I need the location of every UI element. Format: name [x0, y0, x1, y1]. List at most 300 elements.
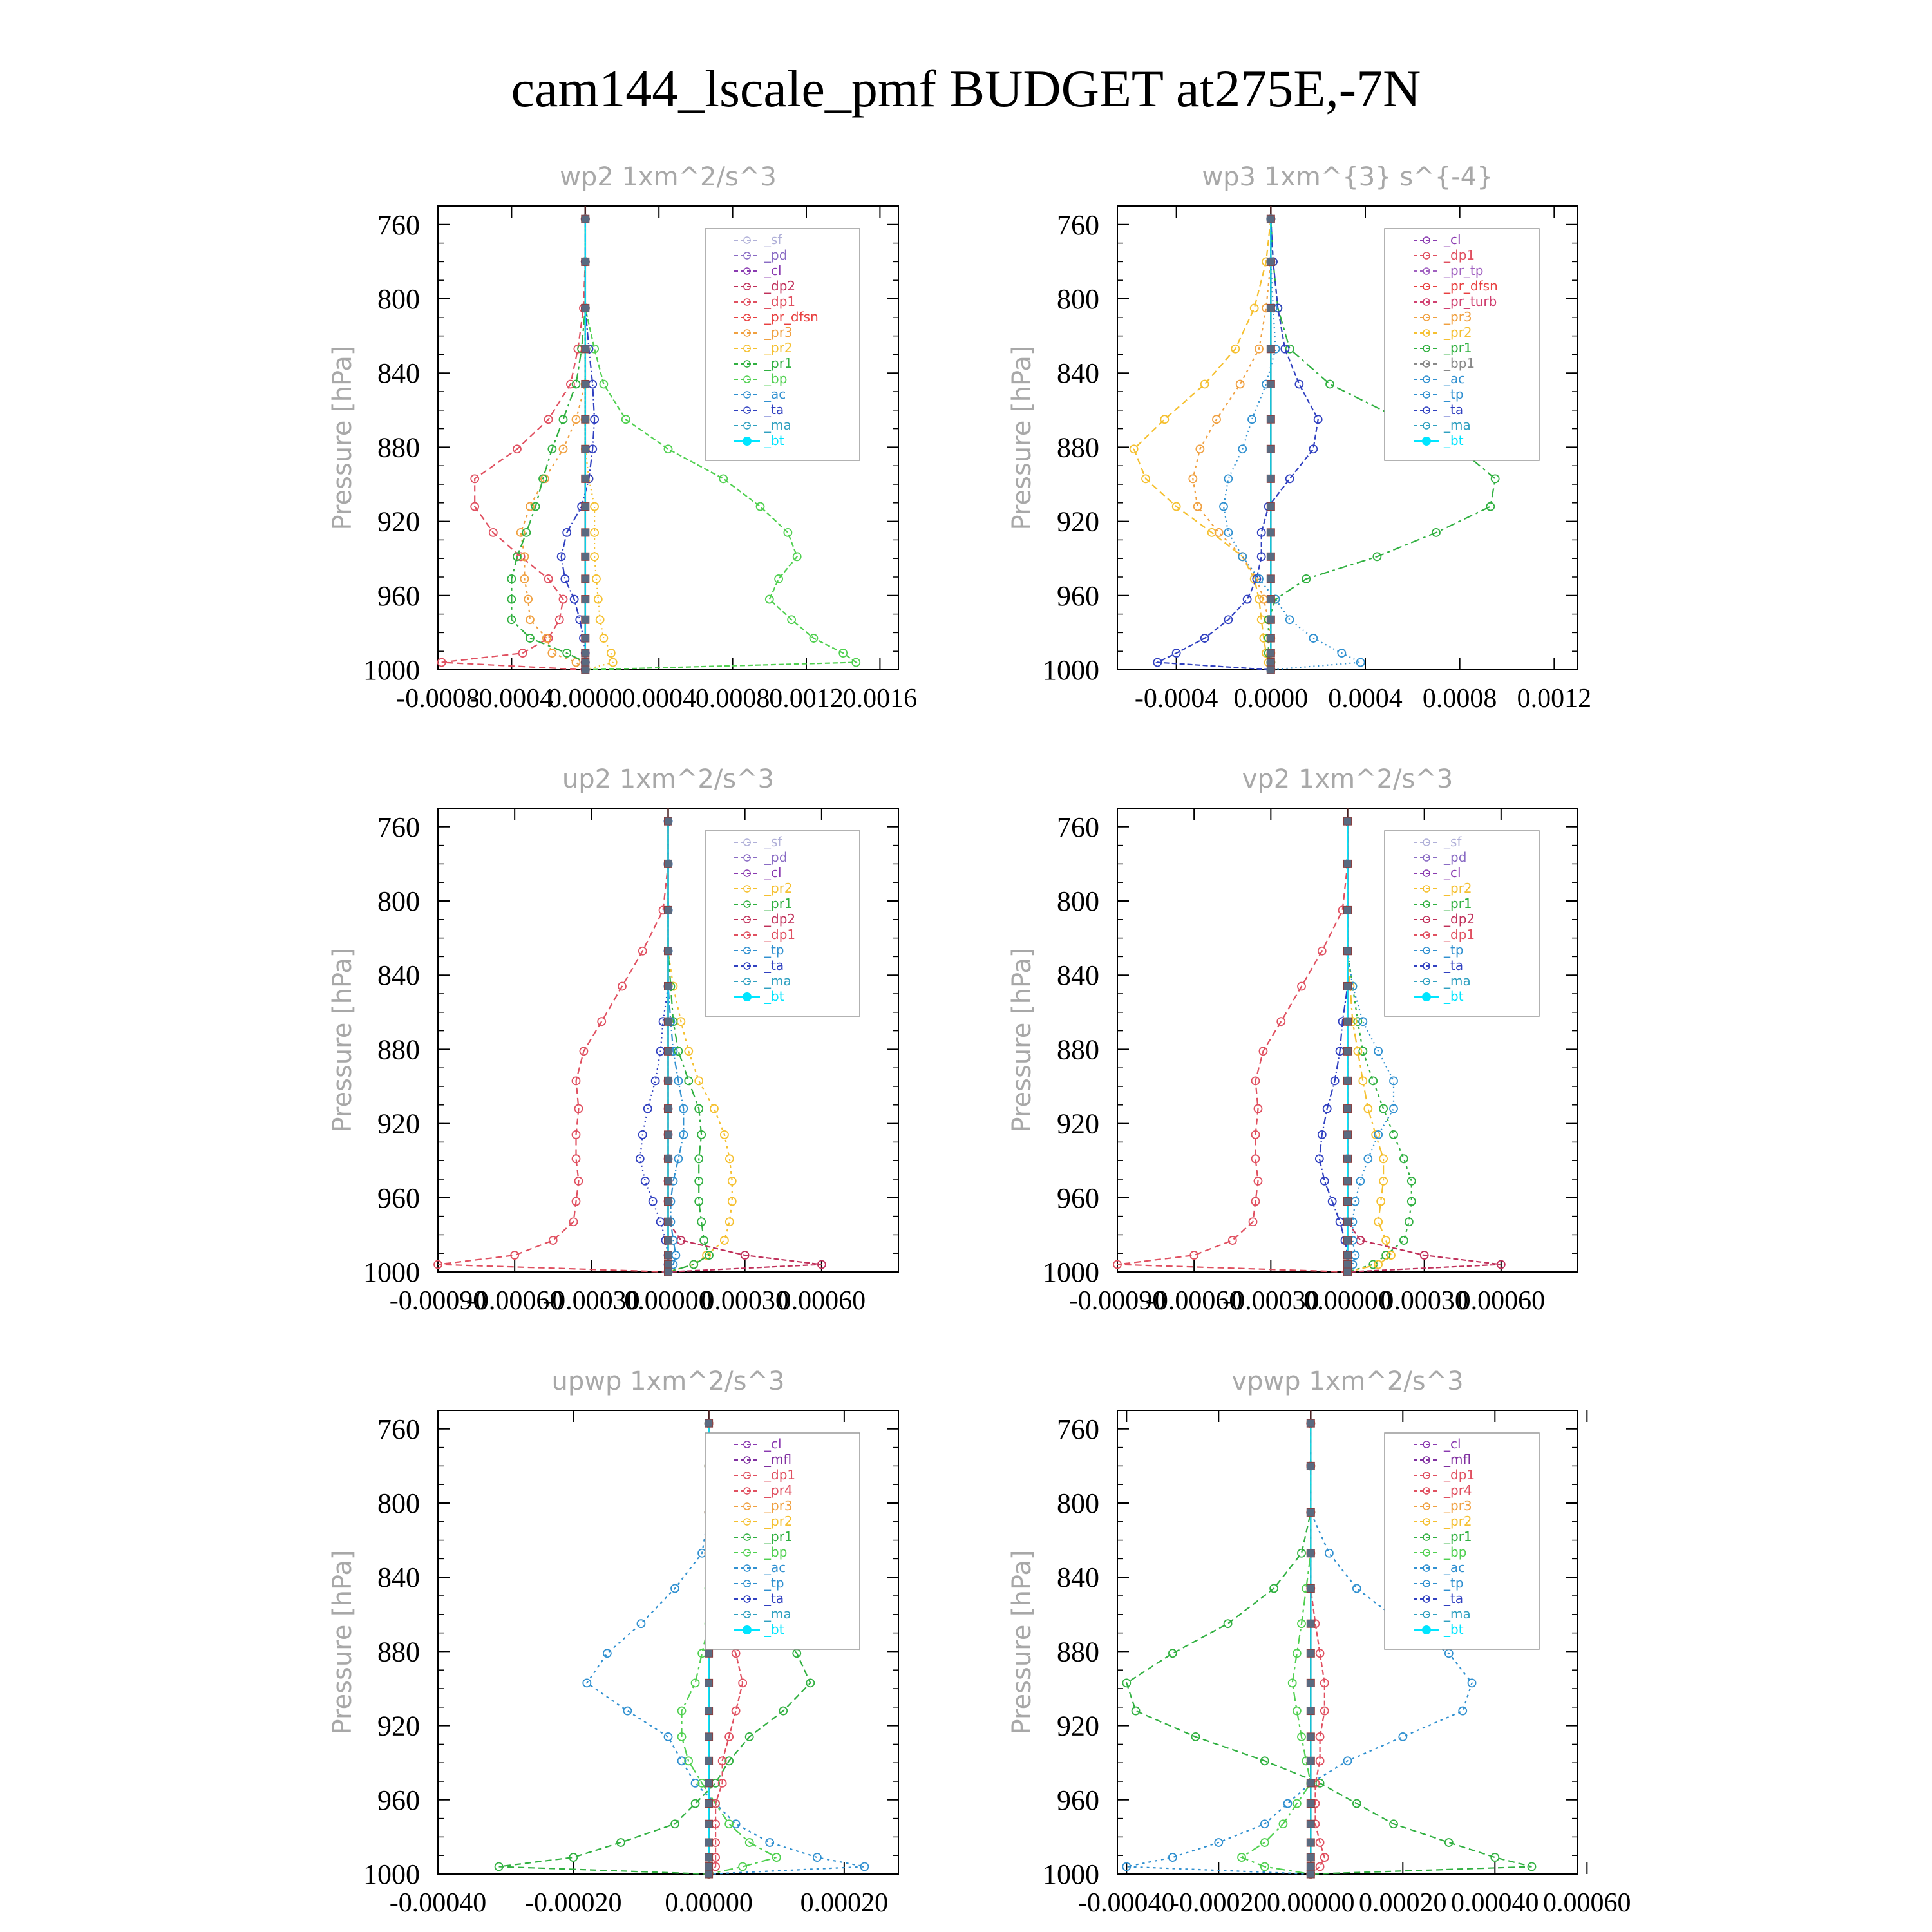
legend-label: _pr2 [764, 340, 793, 355]
y-tick-label: 880 [1057, 1034, 1099, 1066]
panel-1 [328, 162, 917, 714]
data-point [1307, 1707, 1314, 1715]
data-point [582, 415, 589, 423]
data-point [1364, 1105, 1372, 1113]
data-point [700, 1236, 708, 1244]
y-tick-label: 760 [1057, 209, 1099, 241]
legend-label: _cl [1444, 865, 1461, 880]
x-tick-label: 0.00030 [1380, 1286, 1468, 1316]
x-tick-label: 0.00060 [777, 1286, 866, 1316]
data-point [1400, 1236, 1408, 1244]
legend-label: _ac [1444, 1560, 1466, 1575]
x-tick-label: 0.0004 [1328, 684, 1403, 714]
series-line-dp1 [1117, 821, 1348, 1272]
data-point [582, 666, 589, 674]
data-point [1344, 1218, 1352, 1226]
data-point [775, 575, 782, 583]
legend-label: _bp [764, 1544, 788, 1560]
y-axis-label: Pressure [hPa] [328, 345, 357, 531]
legend-label: _bp1 [1444, 355, 1475, 371]
data-point [543, 634, 551, 642]
data-point [1307, 1733, 1314, 1741]
y-axis-label: Pressure [hPa] [1007, 947, 1037, 1133]
data-point [1374, 1218, 1382, 1226]
data-point [582, 445, 589, 453]
legend-marker [743, 1625, 752, 1634]
data-point [665, 1177, 672, 1185]
legend-label: _ta [764, 402, 784, 417]
legend-label: _bt [1444, 1622, 1464, 1637]
y-tick-label: 800 [377, 283, 420, 315]
data-point [1307, 1820, 1314, 1828]
data-point [637, 1620, 645, 1627]
data-point [1286, 616, 1294, 623]
legend-label: _dp2 [1444, 911, 1475, 927]
data-point [665, 1155, 672, 1162]
x-tick-label: -0.00040 [389, 1888, 487, 1918]
data-point [1307, 1839, 1314, 1846]
data-point [692, 1800, 699, 1808]
data-point [705, 1820, 713, 1828]
x-tick-label: -0.00020 [525, 1888, 622, 1918]
legend-label: _pr2 [1444, 325, 1472, 340]
legend-label: _pr1 [1444, 340, 1472, 355]
data-point [695, 1077, 703, 1084]
x-tick-label: 0.00060 [1543, 1888, 1631, 1918]
legend-label: _pr_tp [1444, 263, 1484, 278]
x-tick-label: 0.00020 [800, 1888, 889, 1918]
data-point [541, 475, 549, 482]
y-tick-label: 1000 [363, 654, 420, 686]
legend-label: _pr2 [764, 1513, 793, 1529]
x-tick-label: -0.00090 [1068, 1286, 1166, 1316]
data-point [1344, 1077, 1352, 1084]
data-point [1307, 1800, 1314, 1808]
data-point [1132, 1707, 1140, 1715]
data-point [1459, 1707, 1466, 1715]
x-tick-label: 0.00060 [1457, 1286, 1546, 1316]
series-line-ta [640, 821, 668, 1272]
data-point [705, 1679, 713, 1687]
data-point [559, 415, 567, 423]
data-point [672, 1251, 679, 1259]
data-point [766, 1839, 773, 1846]
legend-label: _cl [764, 1436, 782, 1452]
data-point [1344, 817, 1352, 825]
y-tick-label: 800 [1057, 283, 1099, 315]
data-point [813, 1853, 821, 1861]
data-point [1307, 1419, 1314, 1427]
y-tick-label: 760 [377, 811, 420, 843]
data-point [1307, 1508, 1314, 1516]
data-point [757, 503, 764, 511]
data-point [1336, 1218, 1344, 1226]
data-point [1284, 1800, 1292, 1808]
panel-title: vp2 1xm^2/s^3 [1242, 764, 1454, 794]
y-tick-label: 960 [377, 580, 420, 612]
data-point [1244, 596, 1251, 603]
legend-label: _pr1 [764, 1529, 793, 1544]
legend-label: _dp1 [764, 1467, 796, 1482]
data-point [582, 258, 589, 265]
legend-label: _dp1 [764, 927, 796, 942]
data-point [1229, 1236, 1236, 1244]
series-line-pr1 [511, 219, 585, 670]
legend-label: _bt [1444, 989, 1464, 1004]
legend-label: _tp [1444, 1575, 1464, 1591]
data-point [582, 553, 589, 560]
legend-label: _mfl [1444, 1452, 1472, 1467]
y-tick-label: 760 [1057, 811, 1099, 843]
series-line-dp1 [438, 821, 668, 1272]
y-tick-label: 880 [1057, 1636, 1099, 1668]
data-point [1486, 503, 1494, 511]
data-point [1267, 415, 1274, 423]
legend-label: _pr4 [764, 1482, 793, 1498]
data-point [719, 475, 727, 482]
data-point [1399, 1733, 1406, 1741]
legend-label: _pr2 [1444, 880, 1472, 896]
data-point [1344, 860, 1352, 867]
data-point [1344, 1105, 1352, 1113]
data-point [665, 982, 672, 990]
y-tick-label: 920 [1057, 1710, 1099, 1742]
data-point [526, 634, 534, 642]
y-tick-label: 800 [377, 1488, 420, 1519]
legend-label: _pr1 [764, 355, 793, 371]
data-point [705, 1649, 713, 1657]
y-axis-label: Pressure [hPa] [328, 1549, 357, 1735]
data-point [1267, 380, 1274, 388]
data-point [1491, 1853, 1499, 1861]
data-point [665, 1077, 672, 1084]
legend-label: _dp1 [1444, 1467, 1475, 1482]
x-tick-label: 0.00040 [1451, 1888, 1539, 1918]
data-point [1267, 445, 1274, 453]
data-point [665, 1131, 672, 1139]
series-line-pr1 [668, 821, 710, 1272]
legend-label: _ta [1444, 958, 1464, 973]
y-tick-label: 760 [377, 1413, 420, 1445]
data-point [548, 649, 556, 657]
x-tick-label: 0.0008 [1422, 684, 1497, 714]
legend-label: _ma [1444, 417, 1471, 433]
data-point [591, 503, 598, 511]
data-point [1307, 1862, 1314, 1870]
data-point [582, 634, 589, 642]
y-tick-label: 960 [1057, 580, 1099, 612]
data-point [561, 575, 569, 583]
data-point [1267, 575, 1274, 583]
legend-label: _pr2 [764, 880, 793, 896]
data-point [1357, 658, 1365, 666]
data-point [1369, 1077, 1377, 1084]
legend-label: _pd [764, 849, 788, 865]
x-tick-label: -0.0004 [1134, 684, 1218, 714]
data-point [582, 215, 589, 223]
legend-label: _pr_dfsn [764, 309, 819, 325]
x-tick-label: 0.0008 [695, 684, 770, 714]
data-point [665, 1733, 672, 1741]
data-point [665, 817, 672, 825]
data-point [705, 1757, 713, 1765]
legend-label: _pd [1444, 849, 1467, 865]
data-point [641, 1177, 649, 1185]
x-tick-label: -0.00020 [1170, 1888, 1267, 1918]
data-point [1169, 1853, 1177, 1861]
legend-label: _pr1 [1444, 1529, 1472, 1544]
panel-5 [328, 1367, 898, 1918]
panels [328, 162, 1631, 1918]
data-point [607, 649, 615, 657]
legend-label: _pr_dfsn [1444, 278, 1498, 294]
series-line-pr3 [1193, 219, 1271, 670]
x-tick-label: -0.00030 [543, 1286, 640, 1316]
data-point [1408, 1177, 1416, 1185]
legend-label: _pd [764, 247, 788, 263]
legend-label: _cl [764, 263, 782, 278]
legend-label: _pr4 [1444, 1482, 1472, 1498]
x-tick-label: 0.00000 [1303, 1286, 1392, 1316]
legend-label: _dp1 [764, 294, 796, 309]
x-tick-label: 0.0012 [1517, 684, 1592, 714]
x-tick-label: -0.00060 [1145, 1286, 1243, 1316]
data-point [1344, 982, 1352, 990]
legend-label: _tp [1444, 386, 1464, 402]
panel-3 [328, 764, 898, 1316]
y-tick-label: 840 [1057, 960, 1099, 992]
data-point [1353, 1584, 1361, 1592]
data-point [1364, 1155, 1372, 1162]
legend-label: _sf [764, 834, 782, 849]
data-point [1316, 1862, 1324, 1870]
data-point [582, 345, 589, 353]
data-point [1307, 1757, 1314, 1765]
data-point [1344, 1268, 1352, 1276]
data-point [1224, 1620, 1232, 1627]
data-point [705, 1419, 713, 1427]
data-point [1344, 1155, 1352, 1162]
legend-label: _ta [1444, 402, 1464, 417]
data-point [1267, 596, 1274, 603]
data-point [649, 1198, 657, 1206]
data-point [582, 304, 589, 312]
legend-label: _dp1 [1444, 927, 1475, 942]
legend-label: _pr3 [1444, 1498, 1472, 1513]
legend-label: _ma [1444, 973, 1471, 989]
legend-label: _cl [1444, 232, 1461, 247]
data-point [773, 1853, 781, 1861]
data-point [603, 1649, 611, 1657]
y-tick-label: 960 [1057, 1784, 1099, 1816]
data-point [1344, 1047, 1352, 1055]
data-point [1248, 415, 1256, 423]
x-tick-label: 0.00000 [1267, 1888, 1355, 1918]
data-point [1445, 1839, 1453, 1846]
data-point [665, 947, 672, 955]
y-axis-label: Pressure [hPa] [1007, 345, 1037, 531]
legend-label: _ma [764, 1606, 791, 1622]
x-tick-label: -0.0008 [396, 684, 480, 714]
y-tick-label: 1000 [1043, 1859, 1099, 1890]
legend-label: _pr2 [1444, 1513, 1472, 1529]
series-line-ta [1320, 821, 1348, 1272]
data-point [1382, 1236, 1390, 1244]
x-tick-label: 0.0000 [1233, 684, 1309, 714]
legend-label: _pr3 [1444, 309, 1472, 325]
data-point [1307, 1549, 1314, 1557]
data-point [1344, 1236, 1352, 1244]
legend-label: _pr_turb [1444, 294, 1497, 309]
x-tick-label: 0.0016 [842, 684, 918, 714]
legend-label: _ta [1444, 1591, 1464, 1606]
data-point [705, 1707, 713, 1715]
legend-label: _bt [1444, 433, 1464, 448]
series-line-bp [1242, 1423, 1311, 1874]
data-point [665, 1236, 672, 1244]
data-point [1344, 906, 1352, 914]
data-point [665, 1251, 672, 1259]
x-tick-label: -0.00040 [1078, 1888, 1175, 1918]
figure-title: cam144_lscale_pmf BUDGET at275E,-7N [511, 59, 1421, 118]
legend-label: _bt [764, 1622, 784, 1637]
data-point [1344, 1018, 1352, 1025]
data-point [1307, 1779, 1314, 1787]
legend-label: _bp [1444, 1544, 1467, 1560]
y-tick-label: 920 [377, 1108, 420, 1140]
data-point [582, 380, 589, 388]
y-tick-label: 880 [377, 431, 420, 464]
data-point [623, 1707, 631, 1715]
y-tick-label: 880 [377, 1636, 420, 1668]
legend-label: _pr1 [1444, 896, 1472, 911]
data-point [705, 1853, 713, 1861]
y-tick-label: 760 [377, 209, 420, 241]
x-tick-label: 0.0000 [548, 684, 623, 714]
y-tick-label: 920 [1057, 1108, 1099, 1140]
y-tick-label: 840 [377, 1562, 420, 1594]
legend-label: _ma [764, 417, 791, 433]
data-point [1267, 215, 1274, 223]
data-point [1326, 380, 1334, 388]
data-point [665, 1105, 672, 1113]
legend-label: _bp [764, 371, 788, 386]
panel-title: vpwp 1xm^2/s^3 [1231, 1367, 1464, 1396]
legend-label: _ta [764, 958, 784, 973]
data-point [1267, 616, 1274, 623]
y-axis-label: Pressure [hPa] [1007, 1549, 1037, 1735]
data-point [1325, 1549, 1333, 1557]
panel-title: wp2 1xm^2/s^3 [560, 162, 777, 192]
data-point [1286, 475, 1294, 482]
panel-6 [1007, 1367, 1631, 1918]
x-tick-label: 0.00000 [624, 1286, 712, 1316]
data-point [665, 1198, 672, 1206]
data-point [1344, 947, 1352, 955]
data-point [1307, 1870, 1314, 1878]
panel-title: up2 1xm^2/s^3 [562, 764, 775, 794]
legend-label: _ac [764, 1560, 786, 1575]
y-tick-label: 880 [377, 1034, 420, 1066]
y-tick-label: 960 [1057, 1182, 1099, 1214]
data-point [1267, 553, 1274, 560]
legend-marker [1422, 992, 1431, 1001]
data-point [1160, 415, 1168, 423]
data-point [665, 1260, 672, 1268]
data-point [1169, 1649, 1177, 1657]
legend-label: _pr3 [764, 1498, 793, 1513]
legend-label: _pr1 [764, 896, 793, 911]
y-tick-label: 1000 [363, 1859, 420, 1890]
data-point [582, 503, 589, 511]
y-tick-label: 960 [377, 1784, 420, 1816]
data-point [705, 1839, 713, 1846]
y-tick-label: 840 [377, 960, 420, 992]
legend-label: _dp1 [1444, 247, 1475, 263]
data-point [582, 658, 589, 666]
data-point [582, 475, 589, 482]
data-point [665, 1268, 672, 1276]
data-point [705, 1870, 713, 1878]
data-point [1267, 475, 1274, 482]
data-point [665, 1047, 672, 1055]
y-tick-label: 1000 [363, 1256, 420, 1288]
legend-label: _bt [764, 989, 784, 1004]
data-point [1344, 1177, 1352, 1185]
x-tick-label: 0.00030 [701, 1286, 789, 1316]
data-point [1307, 1462, 1314, 1470]
data-point [665, 860, 672, 867]
data-point [582, 596, 589, 603]
data-point [1307, 1679, 1314, 1687]
x-tick-label: 0.00000 [665, 1888, 753, 1918]
data-point [665, 906, 672, 914]
data-point [1267, 658, 1274, 666]
panel-4 [1007, 764, 1578, 1316]
legend-label: _tp [1444, 942, 1464, 958]
y-tick-label: 760 [1057, 1413, 1099, 1445]
y-tick-label: 960 [377, 1182, 420, 1214]
data-point [705, 1800, 713, 1808]
legend-label: _mfl [764, 1452, 792, 1467]
data-point [1344, 1131, 1352, 1139]
x-tick-label: 0.0004 [621, 684, 696, 714]
legend-label: _ma [1444, 1606, 1471, 1622]
data-point [1295, 380, 1303, 388]
data-point [1267, 666, 1274, 674]
data-point [1492, 475, 1499, 482]
legend-marker [743, 992, 752, 1001]
y-tick-label: 920 [1057, 506, 1099, 538]
legend-label: _cl [764, 865, 782, 880]
legend-label: _ac [764, 386, 786, 402]
data-point [1344, 1260, 1352, 1268]
series-line-ta [1157, 219, 1318, 670]
data-point [705, 1779, 713, 1787]
data-point [665, 1218, 672, 1226]
y-axis-label: Pressure [hPa] [328, 947, 357, 1133]
data-point [592, 575, 600, 583]
data-point [1236, 380, 1244, 388]
data-point [665, 1018, 672, 1025]
y-tick-label: 1000 [1043, 654, 1099, 686]
y-tick-label: 840 [1057, 357, 1099, 390]
x-tick-label: -0.00030 [1222, 1286, 1320, 1316]
legend-label: _sf [764, 232, 782, 247]
legend-label: _ma [764, 973, 791, 989]
data-point [1267, 345, 1274, 353]
data-point [1359, 1018, 1367, 1025]
